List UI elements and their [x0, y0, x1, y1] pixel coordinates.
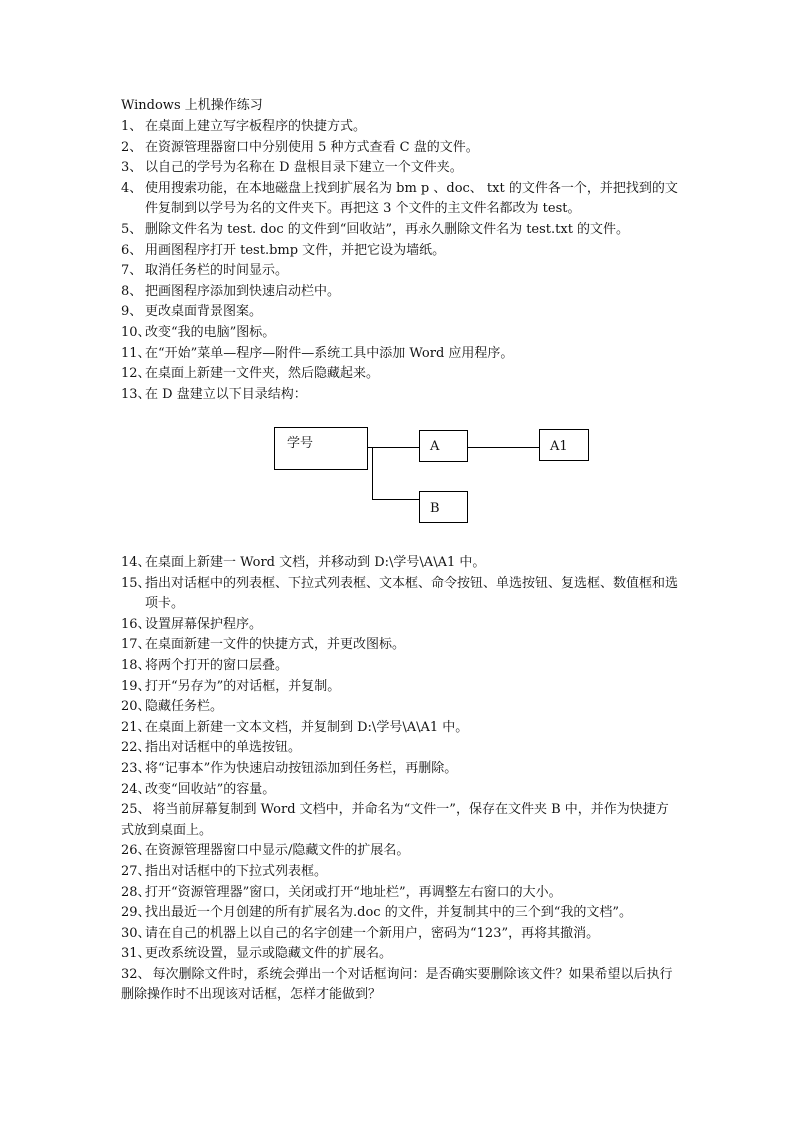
- list-item: 29、找出最近一个月创建的所有扩展名为.doc 的文件，并复制其中的三个到“我的文档”。: [121, 905, 632, 921]
- list-item: 4、 使用搜索功能，在本地磁盘上找到扩展名为 bm p 、doc、 txt 的文件各一个，并把找到的文件复制到以学号为名的文件夹下。再把这 3 个文件的主文件名都改为 test。: [121, 180, 678, 217]
- connector-line: [368, 447, 419, 448]
- list-item: 7、 取消任务栏的时间显示。: [121, 263, 289, 279]
- exercise-list-part2: [121, 553, 681, 1006]
- list-item: 32、 每次删除文件时，系统会弹出一个对话框询问：是否确实要删除该文件？如果希望以后执行删除操作时不出现该对话框，怎样才能做到？: [121, 966, 673, 1003]
- list-item: 6、 用画图程序打开 test.bmp 文件，并把它设为墙纸。: [121, 242, 446, 258]
- list-item: 18、将两个打开的窗口层叠。: [121, 657, 289, 673]
- list-item: 1、 在桌面上建立写字板程序的快捷方式。: [121, 119, 367, 134]
- list-item: 2、 在资源管理器窗口中分别使用 5 种方式查看 C 盘的文件。: [121, 139, 479, 155]
- node-a1: A1: [539, 429, 589, 461]
- list-item: 22、指出对话框中的单选按钮。: [121, 740, 302, 756]
- list-item: 3、 以自己的学号为名称在 D 盘根目录下建立一个文件夹。: [121, 160, 463, 176]
- list-item: 5、 删除文件名为 test. doc 的文件到“回收站”，再永久删除文件名为 test.txt 的文件。: [121, 221, 630, 237]
- list-item: 20、隐藏任务栏。: [121, 699, 224, 715]
- exercise-list-part1: [121, 117, 681, 405]
- list-item: 19、打开“另存为”的对话框，并复制。: [121, 678, 341, 694]
- list-item: 21、在桌面上新建一文本文档，并复制到 D:\学号\A\A1 中。: [121, 719, 469, 735]
- list-item: 31、更改系统设置，显示或隐藏文件的扩展名。: [121, 946, 393, 962]
- connector-line: [372, 447, 373, 500]
- list-item: 25、 将当前屏幕复制到 Word 文档中，并命名为“文件一”，保存在文件夹 B 中，并作为快捷方式放到桌面上。: [121, 802, 669, 838]
- list-item: 23、将“记事本”作为快速启动按钮添加到任务栏，再删除。: [121, 760, 458, 776]
- connector-line: [372, 499, 419, 500]
- list-item: 12、在桌面上新建一文件夹，然后隐藏起来。: [121, 366, 380, 382]
- list-item: 11、在“开始”菜单—程序—附件—系统工具中添加 Word 应用程序。: [121, 345, 514, 361]
- node-a: A: [419, 430, 468, 462]
- list-item: 28、打开“资源管理器”窗口，关闭或打开“地址栏”，再调整左右窗口的大小。: [121, 884, 562, 900]
- list-item: 8、 把画图程序添加到快速启动栏中。: [121, 283, 341, 299]
- list-item: 17、在桌面新建一文件的快捷方式，并更改图标。: [121, 637, 406, 653]
- list-item: 24、改变“回收站”的容量。: [121, 781, 276, 797]
- node-b: B: [419, 491, 468, 523]
- list-item: 26、在资源管理器窗口中显示/隐藏文件的扩展名。: [121, 843, 410, 859]
- document-title: Windows 上机操作练习: [121, 98, 263, 113]
- list-item: 30、请在自己的机器上以自己的名字创建一个新用户，密码为“123”，再将其撤消。: [121, 925, 600, 941]
- list-item: 13、在 D 盘建立以下目录结构：: [121, 386, 307, 402]
- list-item: 27、指出对话框中的下拉式列表框。: [121, 863, 328, 879]
- list-item: 16、设置屏幕保护程序。: [121, 616, 263, 632]
- list-item: 15、指出对话框中的列表框、下拉式列表框、文本框、命令按钮、单选按钮、复选框、数值框和选项卡。: [121, 575, 679, 612]
- list-item: 10、改变“我的电脑”图标。: [121, 324, 276, 340]
- node-root: 学号: [274, 427, 368, 470]
- list-item: 14、在桌面上新建一 Word 文档，并移动到 D:\学号\A\A1 中。: [121, 555, 486, 570]
- connector-line: [468, 447, 539, 448]
- list-item: 9、 更改桌面背景图案。: [121, 304, 263, 320]
